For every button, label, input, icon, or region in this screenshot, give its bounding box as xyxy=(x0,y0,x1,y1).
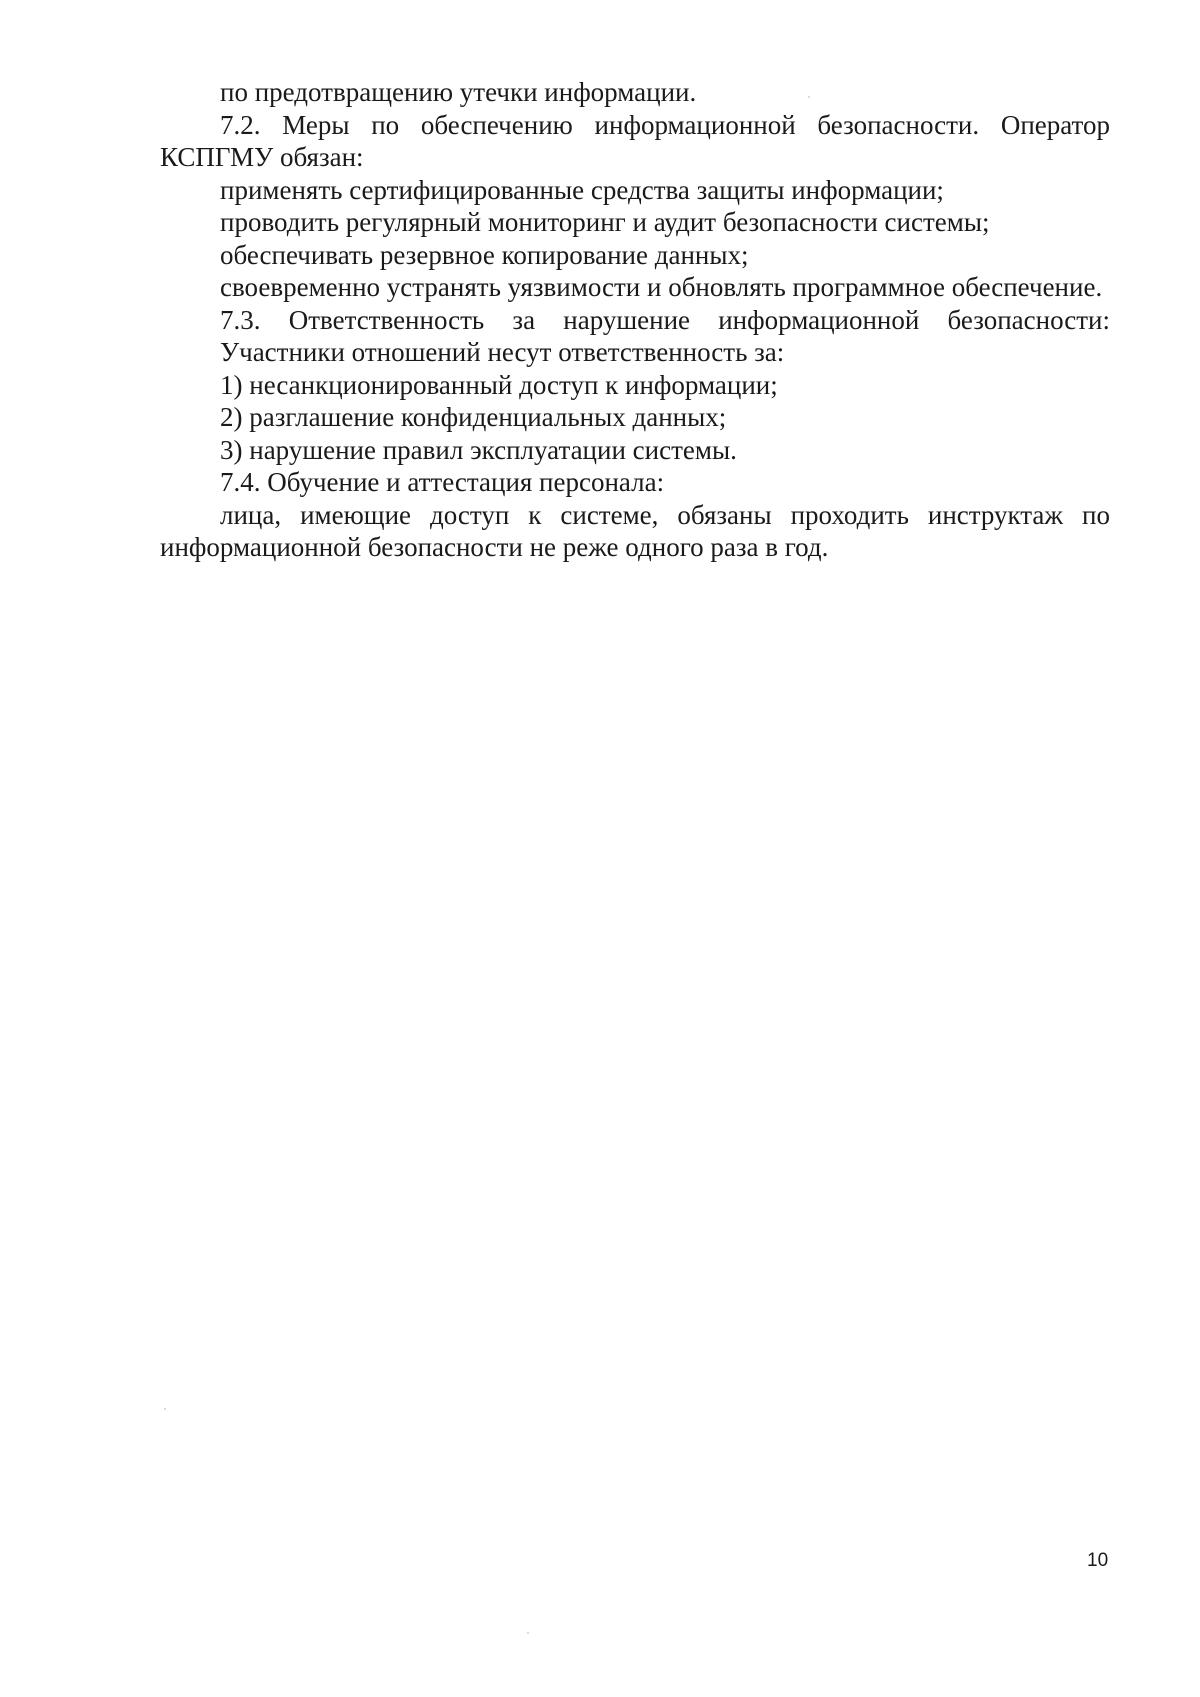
section-7-4-heading: 7.4. Обучение и аттестация персонала: xyxy=(220,467,665,497)
document-body xyxy=(160,76,1110,564)
numbered-item: 3) нарушение правил эксплуатации системы. xyxy=(220,434,737,465)
section-7-3-heading: 7.3. Ответственность за нарушение информационной безопасности: xyxy=(220,304,1110,335)
list-item: обеспечивать резервное копирование данных; xyxy=(220,239,749,270)
scan-speck xyxy=(527,1632,529,1634)
scan-speck xyxy=(808,96,810,98)
numbered-item: 2) разглашение конфиденциальных данных; xyxy=(220,402,727,432)
section-7-2-heading: 7.2. Меры по обеспечению информационной безопасности. Оператор КСПГМУ обязан: xyxy=(160,109,1110,172)
list-item: своевременно устранять уязвимости и обновлять программное обеспечение. xyxy=(220,272,1103,302)
list-item: применять сертифицированные средства защиты информации; xyxy=(220,174,944,205)
page-number: 10 xyxy=(1087,1550,1109,1571)
paragraph: по предотвращению утечки информации. xyxy=(220,77,697,107)
paragraph: Участники отношений несут ответственность за: xyxy=(220,337,785,367)
numbered-item: 1) несанкционированный доступ к информации; xyxy=(220,369,778,400)
paragraph: лица, имеющие доступ к системе, обязаны проходить инструктаж по информационной безопасности не реже одного раза в год. xyxy=(160,499,1110,562)
scan-speck xyxy=(164,1408,166,1410)
list-item: проводить регулярный мониторинг и аудит безопасности системы; xyxy=(220,207,990,237)
